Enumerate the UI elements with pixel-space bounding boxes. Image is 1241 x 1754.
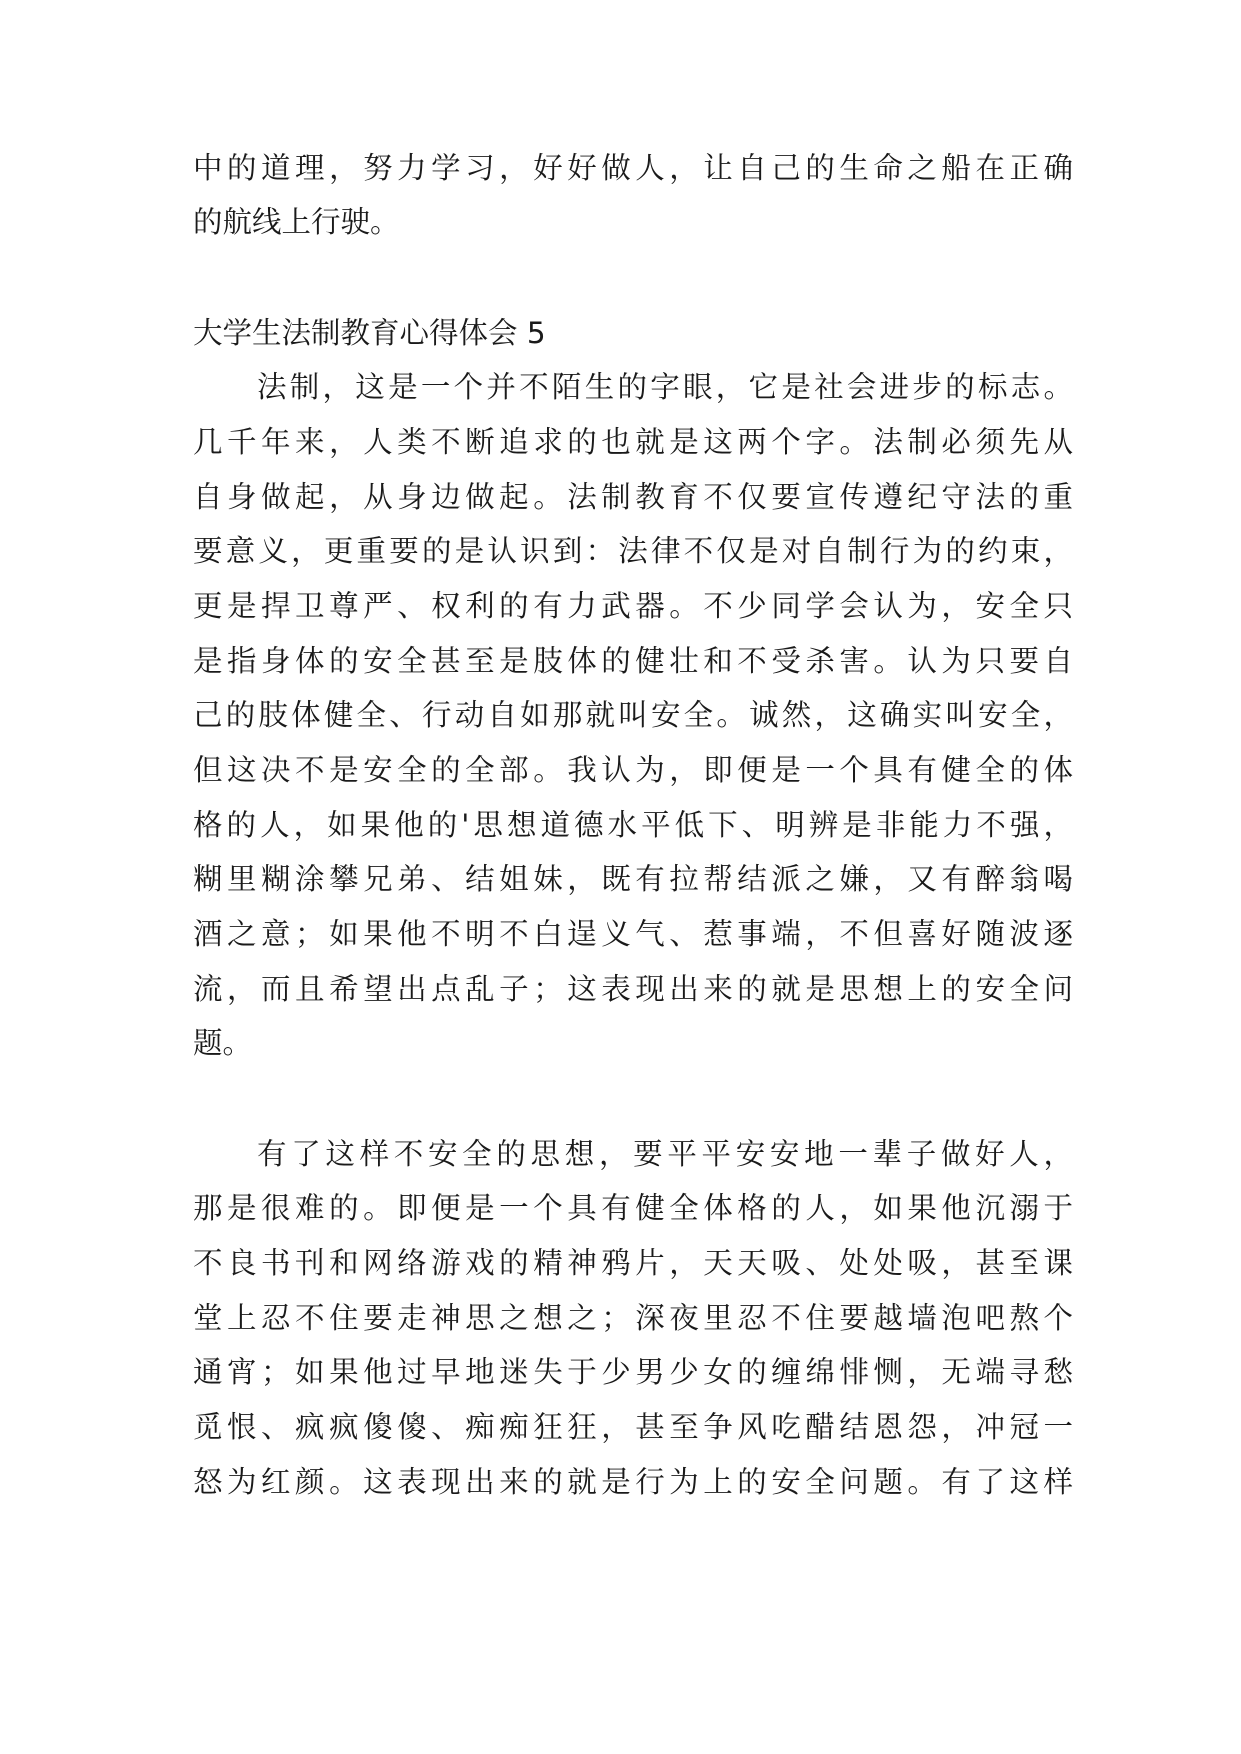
text-line: 不良书刊和网络游戏的精神鸦片，天天吸、处处吸，甚至课	[193, 1246, 1073, 1280]
text-line: 的航线上行驶。	[193, 205, 400, 239]
text-line: 要意义，更重要的是认识到：法律不仅是对自制行为的约束，	[193, 534, 1073, 568]
text-line: 糊里糊涂攀兄弟、结姐妹，既有拉帮结派之嫌，又有醉翁喝	[193, 862, 1073, 896]
text-line: 几千年来，人类不断追求的也就是这两个字。法制必须先从	[193, 425, 1073, 459]
text-line: 怒为红颜。这表现出来的就是行为上的安全问题。有了这样	[193, 1465, 1073, 1499]
text-line: 法制，这是一个并不陌生的字眼，它是社会进步的标志。	[257, 370, 1073, 404]
text-line: 流，而且希望出点乱子；这表现出来的就是思想上的安全问	[193, 972, 1073, 1006]
text-line: 自身做起，从身边做起。法制教育不仅要宣传遵纪守法的重	[193, 480, 1073, 514]
text-line: 堂上忍不住要走神思之想之；深夜里忍不住要越墙泡吧熬个	[193, 1301, 1073, 1335]
text-line: 更是捍卫尊严、权利的有力武器。不少同学会认为，安全只	[193, 589, 1073, 623]
section-title: 大学生法制教育心得体会 5	[193, 316, 546, 350]
text-line: 有了这样不安全的思想，要平平安安地一辈子做好人，	[257, 1137, 1073, 1171]
text-line: 但这决不是安全的全部。我认为，即便是一个具有健全的体	[193, 753, 1073, 787]
text-line: 那是很难的。即便是一个具有健全体格的人，如果他沉溺于	[193, 1191, 1073, 1225]
text-line: 格的人，如果他的'思想道德水平低下、明辨是非能力不强，	[193, 808, 1073, 842]
text-line: 己的肢体健全、行动自如那就叫安全。诚然，这确实叫安全，	[193, 698, 1073, 732]
text-line: 是指身体的安全甚至是肢体的健壮和不受杀害。认为只要自	[193, 644, 1073, 678]
text-line: 酒之意；如果他不明不白逞义气、惹事端，不但喜好随波逐	[193, 917, 1073, 951]
text-line: 觅恨、疯疯傻傻、痴痴狂狂，甚至争风吃醋结恩怨，冲冠一	[193, 1410, 1073, 1444]
text-line: 题。	[193, 1026, 253, 1060]
text-line: 通宵；如果他过早地迷失于少男少女的缠绵悱恻，无端寻愁	[193, 1355, 1073, 1389]
text-line: 中的道理，努力学习，好好做人，让自己的生命之船在正确	[193, 151, 1073, 185]
